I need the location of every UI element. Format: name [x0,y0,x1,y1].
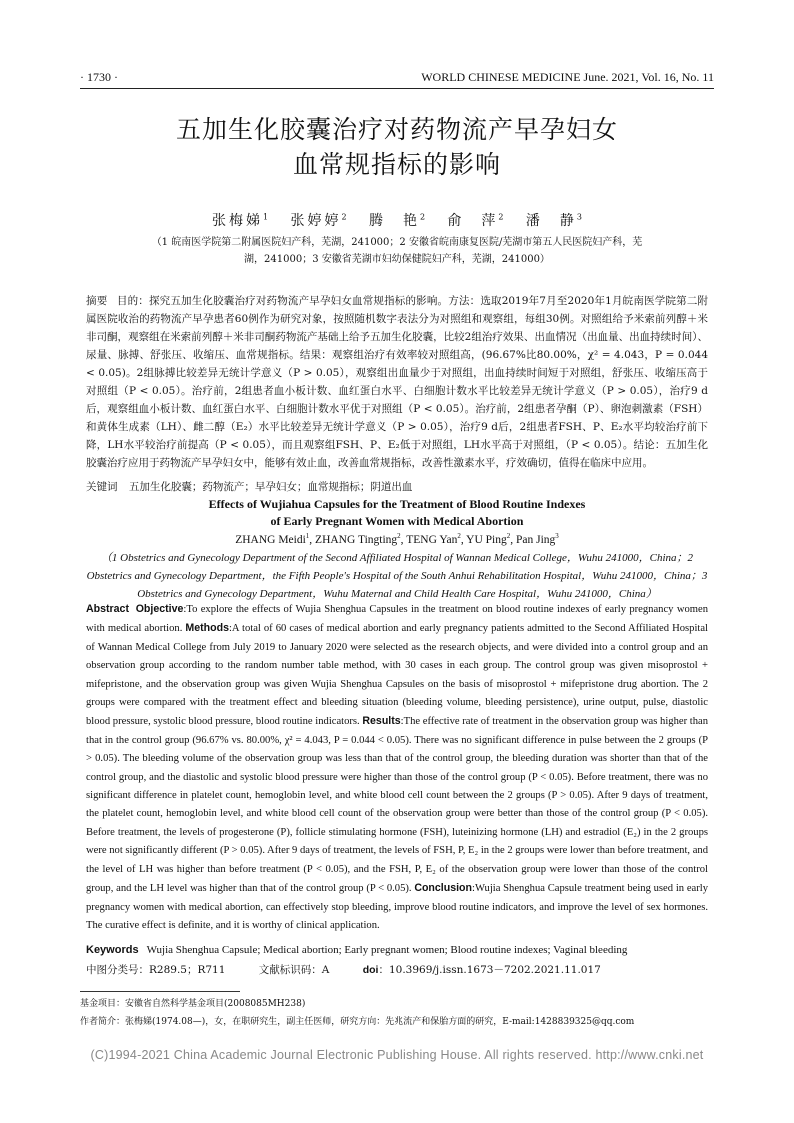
keywords-cn-text: 五加生化胶囊；药物流产；早孕妇女；血常规指标；阴道出血 [128,481,413,493]
author-cn: 腾 艳$^2$ [368,212,426,229]
author-cn: 潘 静$^3$ [525,212,582,229]
author-en: ZHANG Meidi$^1$ [235,532,310,546]
conclusion-label: Conclusion [414,882,472,895]
abstract-en [86,600,708,935]
journal-info: WORLD CHINESE MEDICINE June. 2021, Vol. 16, No. 11 [421,70,714,84]
authors-en: ZHANG Meidi$^1$, ZHANG Tingting$^2$, TENG Yan$^2$, YU Ping$^2$, Pan Jing$^3$ [235,532,559,546]
keywords-en-label: Keywords [86,944,139,956]
results-text: :The effective rate of treatment in the observation group was higher than that in the control group (96.67% vs. 80.00%, χ² = 4.043, P = 0.044 < 0.05). There was no significant difference in pulse between the 2 groups (P > 0.05). The bleeding volume of the observation group was less than that of the control group, the bleeding duration was shorter than that of the control group, and the diastolic and systolic blood pressure were higher than those of the control group (P < 0.05). Before treatment, there was no significant difference in platelet count, hemoglobin level, and white blood cell count between the 2 groups (P > 0.05). After 9 days of treatment, the platelet count, hemoglobin level, and white blood cell count of the observation group were better than those of the control group (P < 0.05). Before treatment, the levels of progesterone (P), follicle stimulating hormone (FSH), luteinizing hormone (LH) and estradiol (E₂) in the 2 groups were not significantly different (P > 0.05). After 9 days of treatment, the levels of FSH, P, E₂ in the 2 groups were lower than before treatment, and the level of LH was higher than before treatment (P < 0.05), and the FSH, P, E₂ of the observation group were lower than those of the control group, and the LH level was higher than that of the control group (P < 0.05). [86,716,709,895]
fund-note: 基金项目：安徽省自然科学基金项目(2008085MH238) [80,999,306,1009]
author-en: Pan Jing$^3$ [516,532,559,546]
english-title-line-2: of Early Pregnant Women with Medical Abortion [270,514,524,528]
conclusion-text: :Wujia Shenghua Capsule treatment being used in early pregnancy women with medical abortion, can effectively stop bleeding, improve blood routine indicators, and improve the level of sex hormones. The curative effect is definite, and it is worthy of clinical application. [86,883,708,931]
page-number: · 1730 · [80,70,118,84]
title-line-2: 血常规指标的影响 [292,150,501,179]
author-cn: 俞 萍$^2$ [447,212,504,229]
footnote-rule [80,991,240,992]
copyright-watermark: (C)1994-2021 China Academic Journal Electronic Publishing House. All rights reserved. http://www.cnki.net [90,1048,704,1062]
abstract-cn [86,292,708,472]
affiliation-cn: （1 皖南医学院第二附属医院妇产科，芜湖，241000；2 安徽省皖南康复医院/芜湖市第五人民医院妇产科，芜湖，241000；3 安徽省芜湖市妇幼保健院妇产科，芜湖，241000） [151,237,643,265]
keywords-en-text: Wujia Shenghua Capsule; Medical abortion; Early pregnant women; Blood routine indexes; Vaginal bleeding [146,944,628,956]
english-title-line-1: Effects of Wujiahua Capsules for the Treatment of Blood Routine Indexes [208,497,586,511]
keywords-en [86,944,708,956]
title-line-1: 五加生化胶囊治疗对药物流产早孕妇女 [175,115,618,144]
affiliation-en: （1 Obstetrics and Gynecology Department of the Second Affiliated Hospital of Wannan Medical College，Wuhu 241000，China；2 Obstetrics and Gynecology Department，the Fifth People's Hospital of the South Anhui Rehabilitation Hospital，Wuhu 241000，China；3 Obstetrics and Gynecology Department，Wuhu Maternal and Child Health Care Hospital，Wuhu 241000，China） [86,552,708,600]
abstract-cn-text: 目的：探究五加生化胶囊治疗对药物流产早孕妇女血常规指标的影响。方法：选取2019年7月至2020年1月皖南医学院第二附属医院收治的药物流产早孕患者60例作为研究对象，按照随机数字表法分为对照组和观察组，每组30例。对照组给予米索前列醇＋米非司酮，观察组在米索前列醇＋米非司酮药物流产基础上给予五加生化胶囊，比较2组治疗效果、出血情况（出血量、出血持续时间）、尿量、脉搏、舒张压、收缩压、血常规指标。结果：观察组治疗有效率较对照组高，(96.67%比80.00%，χ² = 4.043，P = 0.044 < 0.05)。2组脉搏比较差异无统计学意义（P > 0.05），观察组出血量少于对照组，出血持续时间短于对照组，舒张压、收缩压高于对照组（P < 0.05）。治疗前，2组患者血小板计数、血红蛋白水平、白细胞计数水平比较差异无统计学意义（P > 0.05），治疗9 d后，观察组血小板计数、血红蛋白水平、白细胞计数水平优于对照组（P < 0.05）。治疗前，2组患者孕酮（P）、卵泡刺激素（FSH）和黄体生成素（LH）、雌二醇（E₂）水平比较差异无统计学意义（P > 0.05），治疗9 d后，2组患者FSH、P、E₂水平均较治疗前下降，LH水平较治疗前提高（P < 0.05），而且观察组FSH、P、E₂低于对照组，LH水平高于对照组，（P < 0.05）。结论：五加生化胶囊治疗应用于药物流产早孕妇女中，能够有效止血，改善血常规指标，改善性激素水平，疗效确切，值得在临床中应用。 [86,295,709,469]
objective-label: Objective [135,603,184,615]
methods-text: :A total of 60 cases of medical abortion and early pregnancy patients admitted to the Second Affiliated Hospital of Wannan Medical College from July 2019 to January 2020 were selected as the research objects, and were divided into a control group and an observation group according to the random number table method, with 30 cases in each group. The control group was given misoprostol + mifepristone, and the observation group was given Wujia Shenghua Capsules on the basis of misoprostol + mifepristone drug abortion. The 2 groups were compared with the treatment effect and bleeding situation (bleeding volume, bleeding persistence), urine output, pulse, diastolic blood pressure, systolic blood pressure, blood routine indicators. [86,623,708,728]
abstract-en-label: Abstract [86,603,129,615]
clc-number: 中图分类号：R289.5；R711 [86,964,226,976]
keywords-cn [86,479,708,494]
article-title [80,112,714,182]
abstract-cn-label: 摘要 [86,295,108,307]
running-header [80,66,714,89]
author-en: TENG Yan$^2$ [406,532,461,546]
author-en: ZHANG Tingting$^2$ [315,532,401,546]
author-cn: 张梅娣$^1$ [212,212,269,229]
objective-text: :To explore the effects of Wujia Shenghua Capsules in the treatment on blood routine indexes of early pregnancy women with medical abortion. [86,604,709,635]
english-title [80,496,714,530]
document-code: 文献标识码：A [258,964,330,976]
author-cn: 张婷婷$^2$ [290,212,347,229]
doi: doi：10.3969/j.issn.1673－7202.2021.11.017 [362,964,601,976]
author-note: 作者简介：张梅娣(1974.08—)，女，在职研究生，副主任医师，研究方向：先兆流产和保胎方面的研究，E-mail:1428839325@qq.com [80,1017,635,1027]
classification-line [86,962,708,977]
results-label: Results [362,715,401,728]
keywords-cn-label: 关键词 [86,481,118,493]
authors-cn [80,210,714,230]
footnotes [80,995,714,1031]
author-en: YU Ping$^2$ [466,532,511,546]
methods-label: Methods [185,622,229,635]
